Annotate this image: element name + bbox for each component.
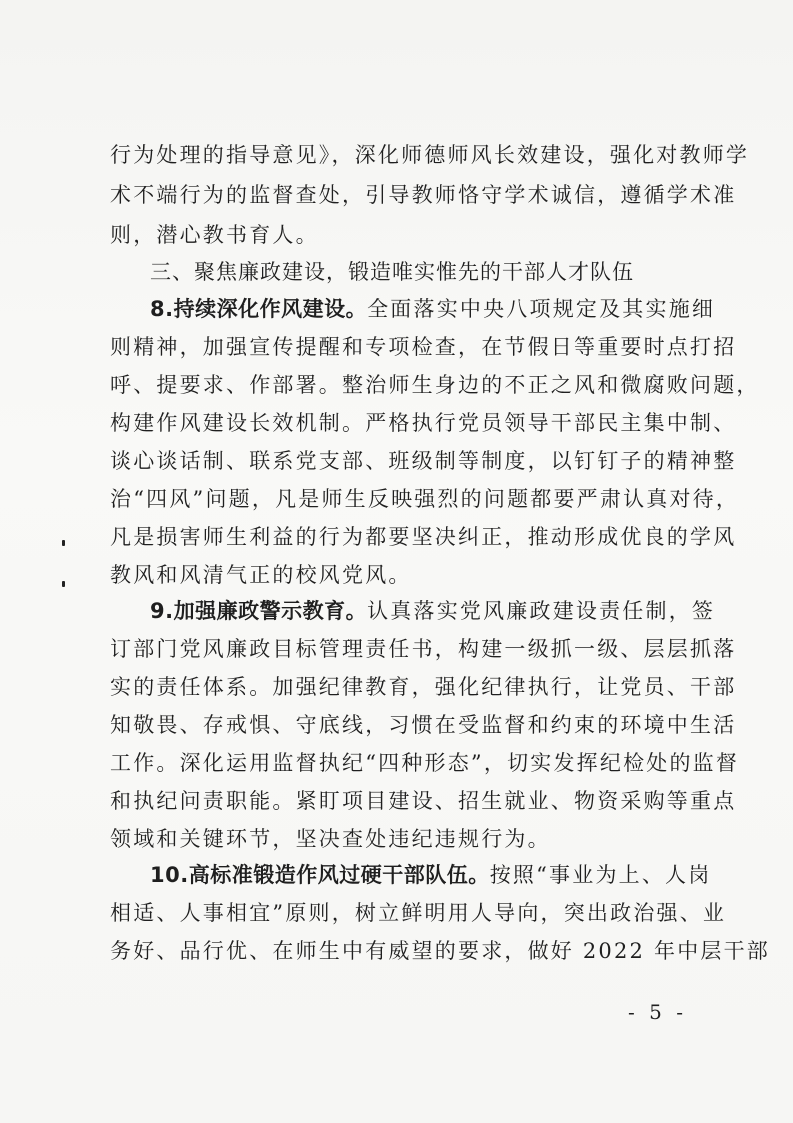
body-line: 领域和关键环节，坚决查处违纪违规行为。 xyxy=(110,827,551,851)
item9-first-line-text: 认真落实党风廉政建设责任制，签 xyxy=(367,599,716,623)
body-line: 行为处理的指导意见》，深化师德师风长效建设，强化对教师学 xyxy=(110,143,750,167)
body-line: 和执纪问责职能。紧盯项目建设、招生就业、物资采购等重点 xyxy=(110,789,737,813)
body-line: 则，潜心教书育人。 xyxy=(110,223,319,247)
body-line: 谈心谈话制、联系党支部、班级制等制度，以钉钉子的精神整 xyxy=(110,449,737,473)
item9-first-line xyxy=(150,593,716,629)
body-line: 务好、品行优、在师生中有威望的要求，做好 2022 年中层干部 xyxy=(110,939,770,963)
body-line: 订部门党风廉政目标管理责任书，构建一级抓一级、层层抓落 xyxy=(110,637,737,661)
body-line: 术不端行为的监督查处，引导教师恪守学术诚信，遵循学术准 xyxy=(110,183,737,207)
item8-first-line xyxy=(150,291,716,327)
item10-title: 10.高标准锻造作风过硬干部队伍。 xyxy=(150,863,490,887)
scan-mark xyxy=(62,540,65,546)
body-line: 凡是损害师生利益的行为都要坚决纠正，推动形成优良的学风 xyxy=(110,525,737,549)
body-line: 教风和风清气正的校风党风。 xyxy=(110,563,412,587)
item9-title: 9.加强廉政警示教育。 xyxy=(150,599,368,623)
body-line: 实的责任体系。加强纪律教育，强化纪律执行，让党员、干部 xyxy=(110,675,737,699)
page-number: - 5 - xyxy=(628,1000,687,1024)
body-line: 工作。深化运用监督执纪“四种形态”，切实发挥纪检处的监督 xyxy=(110,751,740,775)
body-line: 相适、人事相宜”原则，树立鲜明用人导向，突出政治强、业 xyxy=(110,901,727,925)
body-line: 知敬畏、存戒惧、守底线，习惯在受监督和约束的环境中生活 xyxy=(110,713,737,737)
section-heading: 三、聚焦廉政建设，锻造唯实惟先的干部人才队伍 xyxy=(150,260,634,284)
body-line: 则精神，加强宣传提醒和专项检查，在节假日等重要时点打招 xyxy=(110,335,737,359)
item10-first-line-text: 按照“事业为上、人岗 xyxy=(489,863,712,887)
item8-first-line-text: 全面落实中央八项规定及其实施细 xyxy=(367,297,716,321)
item10-first-line xyxy=(150,857,712,893)
body-line: 治“四风”问题，凡是师生反映强烈的问题都要严肃认真对待， xyxy=(110,487,740,511)
item8-title: 8.持续深化作风建设。 xyxy=(150,297,368,321)
body-line: 呼、提要求、作部署。整治师生身边的不正之风和微腐败问题， xyxy=(110,373,760,397)
body-line: 构建作风建设长效机制。严格执行党员领导干部民主集中制、 xyxy=(110,411,737,435)
scan-mark xyxy=(62,581,65,587)
